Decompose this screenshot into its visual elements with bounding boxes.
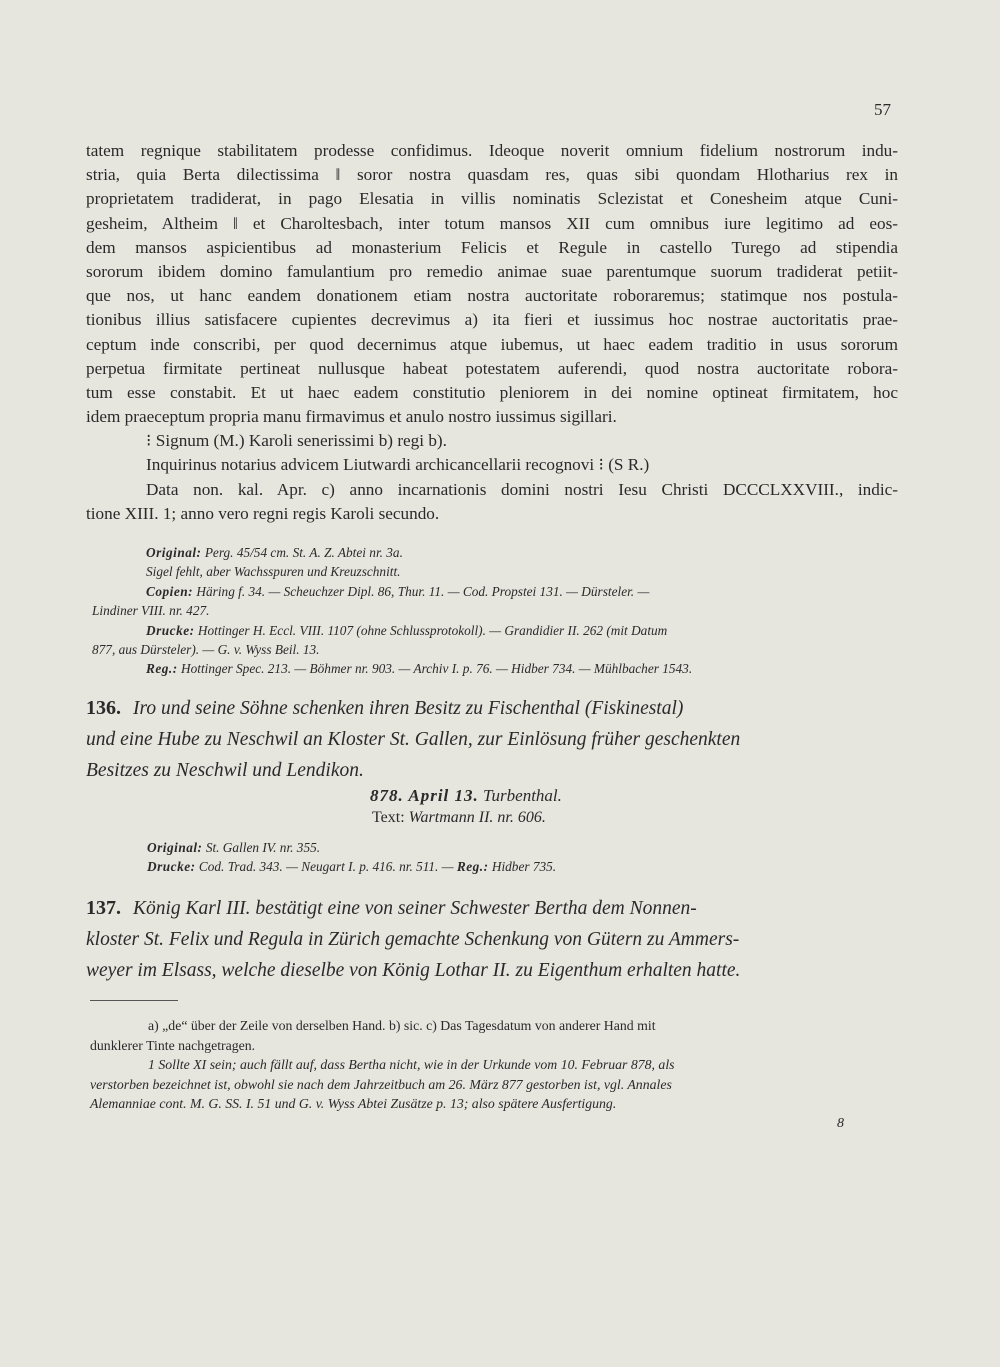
text-line: tionibus illius satisfacere cupientes decrevimus a) ita fieri et iussimus hoc nostrae auctoritatis prae-	[86, 310, 898, 330]
heading-line: 137. König Karl III. bestätigt eine von seiner Schwester Bertha dem Nonnen-	[86, 897, 697, 919]
text-line: ceptum inde conscribi, per quod decernimus atque iubemus, ut haec eadem traditio in usus sororum	[86, 334, 898, 354]
page-number: 57	[874, 100, 891, 119]
text-line: idem praeceptum propria manu firmavimus et anulo nostro iussimus sigillari.	[86, 407, 617, 427]
note-line: Original: Perg. 45/54 cm. St. A. Z. Abtei nr. 3a.	[146, 545, 403, 560]
heading-line: weyer im Elsass, welche dieselbe von König Lothar II. zu Eigenthum erhalten hatte.	[86, 960, 741, 981]
note-line: Lindiner VIII. nr. 427.	[92, 603, 210, 619]
text-line: dem mansos aspicientibus ad monasterium Felicis et Regule in castello Turego ad stipendia	[86, 237, 898, 257]
text-line: que nos, ut hanc eandem donationem etiam nostra auctoritate roboraremus; statimque nos postula-	[86, 286, 898, 306]
document-date: 878. April 13. Turbenthal.	[370, 786, 562, 805]
footnote-line: a) „de“ über der Zeile von derselben Hand. b) sic. c) Das Tagesdatum von anderer Hand mit	[148, 1018, 656, 1033]
note-line: Sigel fehlt, aber Wachsspuren und Kreuzschnitt.	[146, 564, 401, 580]
charter-text	[86, 139, 898, 526]
footnote-line: dunklerer Tinte nachgetragen.	[90, 1037, 256, 1053]
note-line: 877, aus Dürsteler). — G. v. Wyss Beil. 13.	[92, 641, 320, 657]
heading-line: 136. Iro und seine Söhne schenken ihren Besitz zu Fischenthal (Fiskinestal)	[86, 697, 684, 719]
document-number: 137.	[86, 897, 121, 919]
note-line: Original: St. Gallen IV. nr. 355.	[147, 840, 321, 855]
heading-line: Besitzes zu Neschwil und Lendikon.	[86, 760, 364, 781]
text-source: Text: Wartmann II. nr. 606.	[372, 809, 546, 826]
text-line: tatem regnique stabilitatem prodesse confidimus. Ideoque noverit omnium fidelium nostrorum indu-	[86, 141, 898, 160]
note-line: Reg.: Hottinger Spec. 213. — Böhmer nr. 903. — Archiv I. p. 76. — Hidber 734. — Mühlbacher 1543.	[146, 661, 693, 677]
note-line: Copien: Häring f. 34. — Scheuchzer Dipl. 86, Thur. 11. — Cod. Propstei 131. — Dürsteler. —	[146, 583, 650, 599]
text-line: perpetua firmitate pertineat nullusque habeat potestatem auferendi, quod nostra auctoritate robora-	[86, 358, 898, 378]
text-line: tum esse constabit. Et ut haec eadem constitutio pleniorem in dei nomine optineat firmitatem, hoc	[86, 382, 898, 402]
document-136-heading	[86, 693, 902, 786]
dating-line-end: tione XIII. 1; anno vero regni regis Karoli secundo.	[86, 503, 440, 523]
text-line: proprietatem tradiderat, in pago Elesatia in villis nominatis Sclezistat et Conesheim atque Cuni-	[86, 189, 898, 209]
footnotes	[90, 1016, 902, 1114]
text-line: stria, quia Berta dilectissima ‖ soror nostra quasdam res, quas sibi quondam Hlotharius rex in	[86, 165, 898, 185]
document-number: 136.	[86, 697, 121, 719]
recognition-line: Inquirinus notarius advicem Liutwardi archicancellarii recognovi ⁝ (S R.)	[146, 455, 650, 475]
note-line: Drucke: Cod. Trad. 343. — Neugart I. p. 416. nr. 511. — Reg.: Hidber 735.	[147, 859, 557, 875]
footnote-line: 1 Sollte XI sein; auch fällt auf, dass Bertha nicht, wie in der Urkunde vom 10. Februar 878, als	[148, 1057, 675, 1072]
text-line: gesheim, Altheim ‖ et Charoltesbach, inter totum mansos XII cum omnibus iure legitimo ad eos-	[86, 213, 898, 233]
heading-line: kloster St. Felix und Regula in Zürich gemachte Schenkung von Gütern zu Ammers-	[86, 929, 740, 950]
document-137-heading	[86, 893, 902, 986]
heading-line: und eine Hube zu Neschwil an Kloster St. Gallen, zur Einlösung früher geschenkten	[86, 729, 741, 750]
footnote-line: Alemanniae cont. M. G. SS. I. 51 und G. v. Wyss Abtei Zusätze p. 13; also spätere Ausfertigung.	[90, 1096, 617, 1111]
footnote-divider	[90, 1000, 178, 1001]
signature-number: 8	[837, 1116, 844, 1131]
source-notes-136	[147, 838, 847, 877]
footnote-line: verstorben bezeichnet ist, obwohl sie nach dem Jahrzeitbuch am 26. März 877 gestorben ist, vgl. Annales	[90, 1076, 672, 1092]
signum-line: ⁝ Signum (M.) Karoli senerissimi b) regi b).	[146, 431, 447, 451]
source-notes-135	[92, 543, 902, 679]
text-line: sororum ibidem domino famulantium pro remedio animae suae parentumque suorum tradiderat petiit-	[86, 261, 898, 281]
dating-line: Data non. kal. Apr. c) anno incarnationis domini nostri Iesu Christi DCCCLXXVIII., indic-	[146, 479, 898, 499]
note-line: Drucke: Hottinger H. Eccl. VIII. 1107 (ohne Schlussprotokoll). — Grandidier II. 262 (mit Datum	[146, 622, 668, 638]
